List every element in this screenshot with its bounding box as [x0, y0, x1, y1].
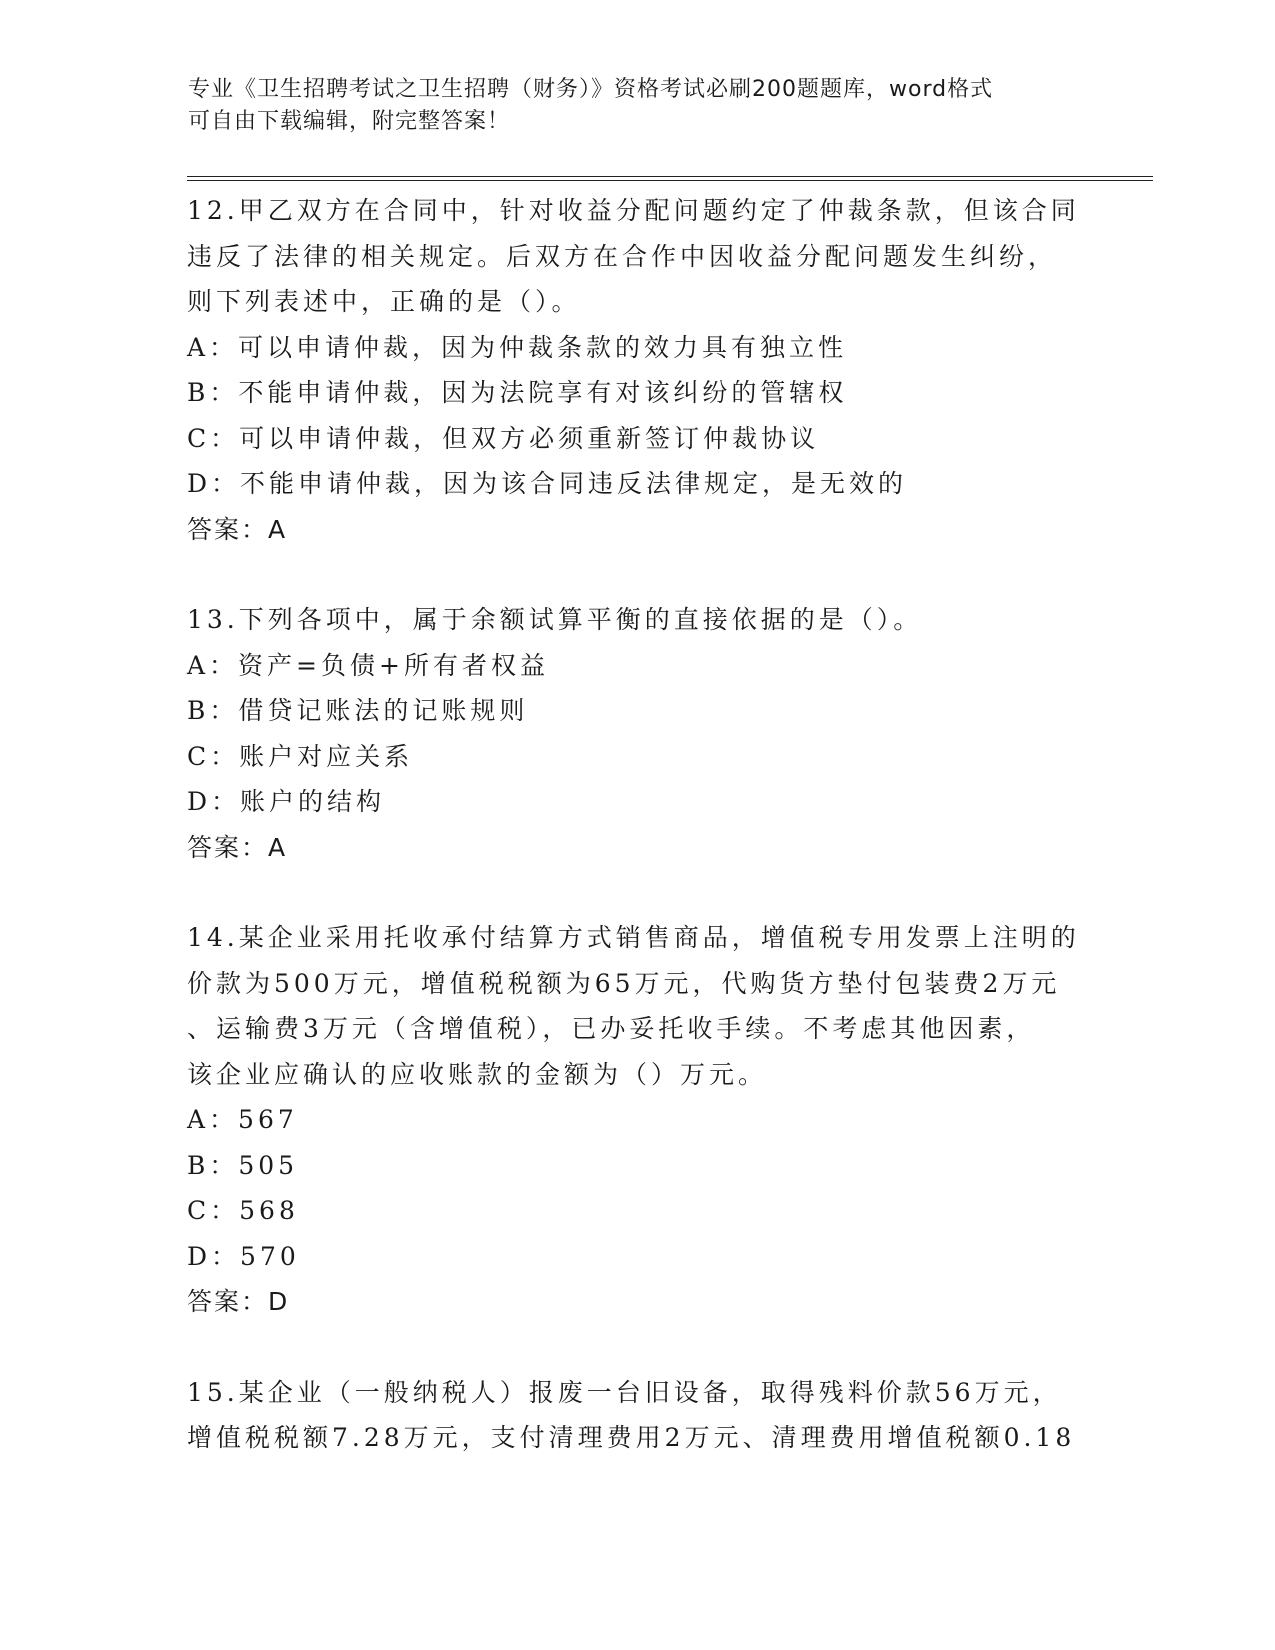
question-15 — [187, 1370, 1087, 1461]
question-stem-line: 则下列表述中，正确的是（）。 — [187, 287, 581, 316]
option-a: A：资产=负债+所有者权益 — [187, 650, 549, 680]
question-13 — [187, 597, 1087, 870]
question-14 — [187, 915, 1087, 1325]
header-divider — [187, 176, 1153, 181]
option-a: A：567 — [187, 1105, 298, 1134]
option-c: C：账户对应关系 — [187, 741, 414, 771]
question-stem-line: 违反了法律的相关规定。后双方在合作中因收益分配问题发生纠纷， — [187, 241, 1058, 271]
option-d: D：不能申请仲裁，因为该合同违反法律规定，是无效的 — [187, 469, 908, 498]
question-stem-line: 该企业应确认的应收账款的金额为（）万元。 — [187, 1059, 768, 1089]
answer-label: 答案：A — [187, 514, 288, 544]
option-c: C：可以申请仲裁，但双方必须重新签订仲裁协议 — [187, 423, 820, 453]
document-header — [188, 74, 1088, 138]
answer-label: 答案：D — [187, 1287, 290, 1316]
question-stem-line: 增值税税额7.28万元，支付清理费用2万元、清理费用增值税额0.18 — [187, 1423, 1076, 1452]
answer-label: 答案：A — [187, 832, 288, 862]
question-12 — [187, 188, 1087, 552]
header-line-2: 可自由下载编辑，附完整答案！ — [188, 109, 511, 134]
header-line-1: 专业《卫生招聘考试之卫生招聘（财务）》资格考试必刷200题题库，word格式 — [188, 77, 994, 102]
option-d: D：570 — [187, 1241, 300, 1271]
question-stem-line: 15.某企业（一般纳税人）报废一台旧设备，取得残料价款56万元， — [187, 1377, 1062, 1407]
option-b: B：不能申请仲裁，因为法院享有对该纠纷的管辖权 — [187, 378, 848, 407]
option-d: D：账户的结构 — [187, 787, 386, 816]
question-stem-line: 12.甲乙双方在合同中，针对收益分配问题约定了仲裁条款，但该合同 — [187, 196, 1080, 225]
option-c: C：568 — [187, 1196, 299, 1225]
question-stem-line: 14.某企业采用托收承付结算方式销售商品，增值税专用发票上注明的 — [187, 923, 1080, 952]
option-b: B：借贷记账法的记账规则 — [187, 696, 529, 725]
question-list — [187, 188, 1087, 1506]
option-a: A：可以申请仲裁，因为仲裁条款的效力具有独立性 — [187, 332, 848, 362]
option-b: B：505 — [187, 1150, 299, 1180]
question-stem-line: 13.下列各项中，属于余额试算平衡的直接依据的是（）。 — [187, 605, 923, 634]
question-stem-line: 价款为500万元，增值税税额为65万元，代购货方垫付包装费2万元 — [187, 968, 1061, 998]
question-stem-line: 、运输费3万元（含增值税），已办妥托收手续。不考虑其他因素， — [187, 1014, 1036, 1043]
